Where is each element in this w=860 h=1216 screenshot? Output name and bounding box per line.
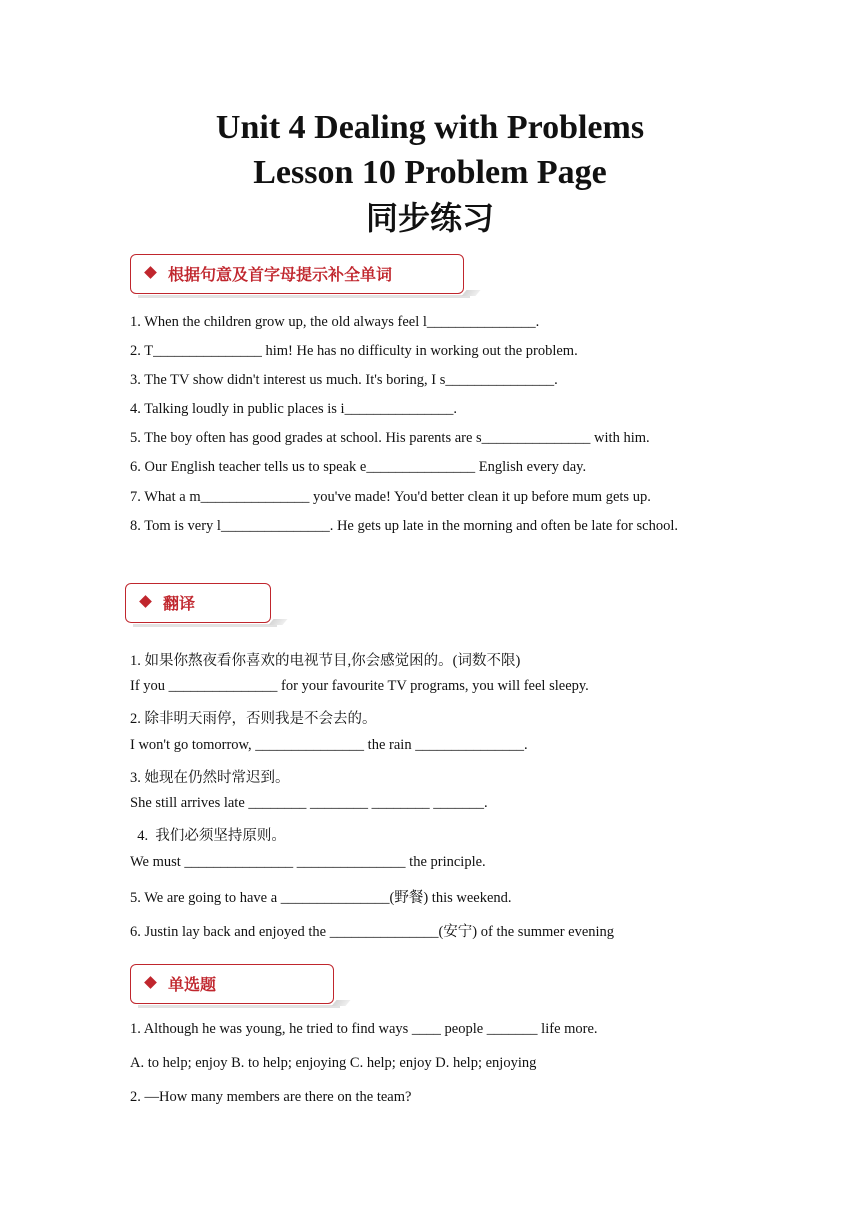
section-heading-translate (125, 583, 271, 623)
section-heading-multiple-choice (130, 964, 334, 1004)
exercise-line: 8. Tom is very l_______________. He gets up late in the morning and often be late for school. (130, 518, 679, 534)
exercise-line: 7. What a m_______________ you've made! You'd better clean it up before mum gets up. (130, 489, 651, 505)
heading-shadow (138, 295, 470, 298)
title-line-1: Unit 4 Dealing with Problems (215, 109, 645, 146)
exercise-line: 6. Justin lay back and enjoyed the _______________(安宁) of the summer evening (130, 924, 615, 940)
exercise-line: 6. Our English teacher tells us to speak e_______________ English every day. (130, 459, 587, 475)
heading-shadow-corner (268, 619, 287, 625)
heading-box (130, 964, 334, 1004)
exercise-line: 1. When the children grow up, the old always feel l_______________. (130, 314, 540, 330)
exercise-line: 1. Although he was young, he tried to find ways ____ people _______ life more. (130, 1021, 598, 1037)
exercise-line: We must _______________ _______________ the principle. (130, 854, 486, 870)
heading-shadow-corner (461, 290, 480, 296)
section-heading-fill-words (130, 254, 464, 294)
exercise-line: 3. 她现在仍然时常迟到。 (130, 770, 290, 786)
exercise-line: 2. T_______________ him! He has no difficulty in working out the problem. (130, 343, 578, 359)
exercise-line: A. to help; enjoy B. to help; enjoying C. help; enjoy D. help; enjoying (130, 1055, 537, 1071)
exercise-line: 2. —How many members are there on the team? (130, 1089, 412, 1105)
section-heading-label: 根据句意及首字母提示补全单词 (168, 265, 393, 284)
heading-shadow-corner (331, 1000, 350, 1006)
exercise-line: 1. 如果你熬夜看你喜欢的电视节目,你会感觉困的。(词数不限) (130, 653, 521, 669)
exercise-line: I won't go tomorrow, _______________ the rain _______________. (130, 737, 528, 753)
section-heading-label: 翻译 (163, 594, 196, 613)
exercise-line: 4. Talking loudly in public places is i_______________. (130, 401, 457, 417)
heading-shadow (138, 1005, 340, 1008)
exercise-line: 2. 除非明天雨停，否则我是不会去的。 (130, 711, 377, 727)
section-heading-label: 单选题 (168, 975, 217, 994)
heading-shadow (133, 624, 277, 627)
exercise-line: 5. We are going to have a _______________(野餐) this weekend. (130, 890, 512, 906)
exercise-line: 3. The TV show didn't interest us much. It's boring, I s_______________. (130, 372, 558, 388)
exercise-line: She still arrives late ________ ________ ________ _______. (130, 795, 488, 811)
exercise-line: 4. 我们必须坚持原则。 (130, 828, 286, 844)
exercise-line: If you _______________ for your favourite TV programs, you will feel sleepy. (130, 678, 589, 694)
exercise-line: 5. The boy often has good grades at school. His parents are s_______________ with him. (130, 430, 650, 446)
title-line-3: 同步练习 (365, 199, 494, 237)
title-line-2: Lesson 10 Problem Page (253, 154, 607, 191)
